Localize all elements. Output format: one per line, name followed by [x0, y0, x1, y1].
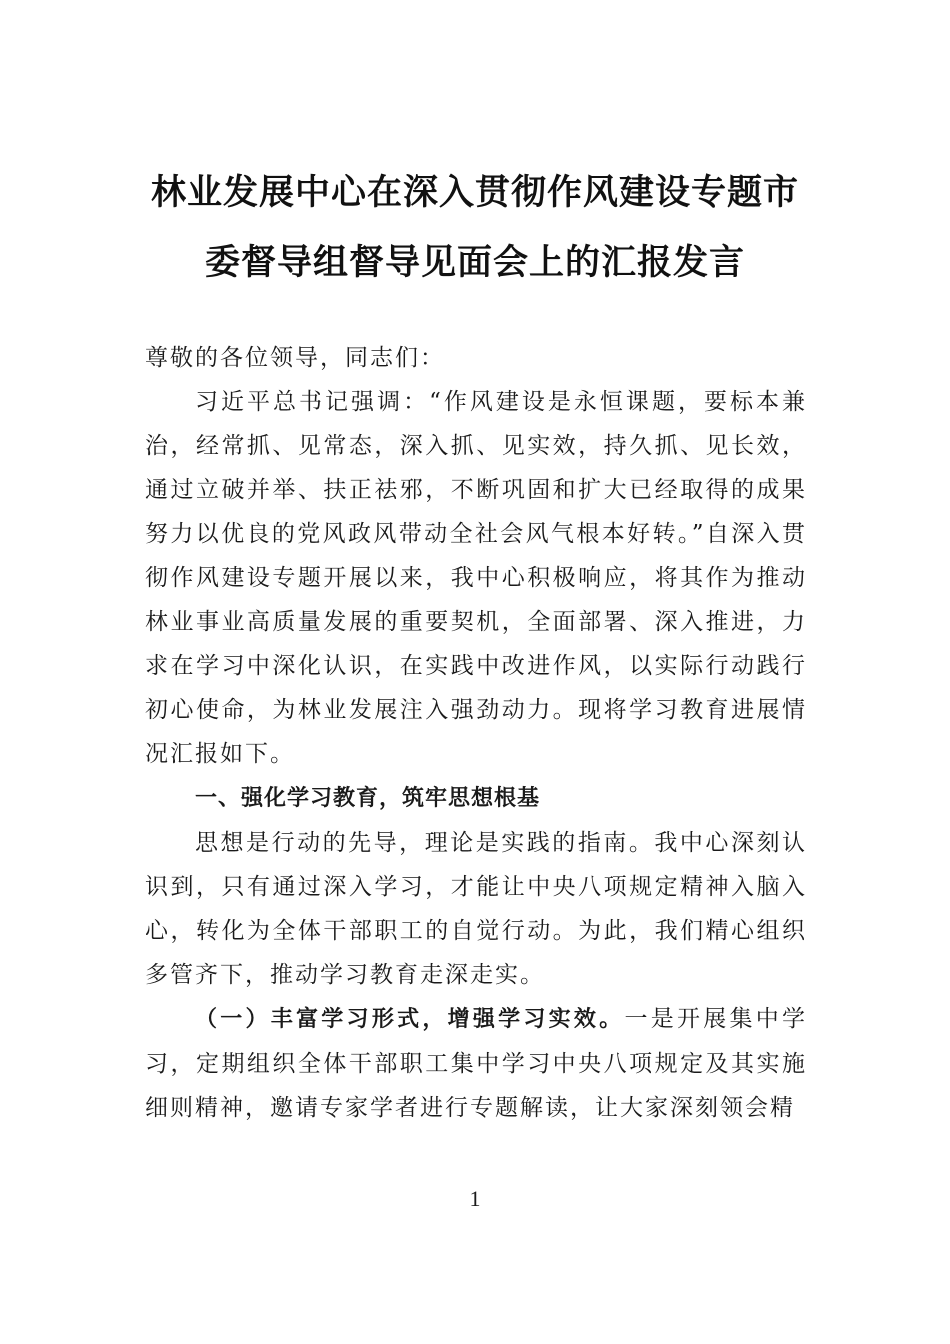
paragraph-intro: 习近平总书记强调：“作风建设是永恒课题，要标本兼治，经常抓、见常态，深入抓、见实效，持久抓、见长效，通过立破并举、扶正祛邪，不断巩固和扩大已经取得的成果努力以优良的党风政风带动全社会风气根本好转。”自深入贯彻作风建设专题开展以来，我中心积极响应，将其作为推动林业事业高质量发展的重要契机，全面部署、深入推进，力求在学习中深化认识，在实践中改进作风，以实际行动践行初心使命，为林业发展注入强劲动力。现将学习教育进展情况汇报如下。 — [145, 389, 807, 767]
subsection-text: 一是开展集中学习，定期组织全体干部职工集中学习中央八项规定及其实施细则精神，邀请专家学者进行专题解读，让大家深刻领会精 — [145, 1006, 807, 1121]
paragraph-section-1: 思想是行动的先导，理论是实践的指南。我中心深刻认识到，只有通过深入学习，才能让中央八项规定精神入脑入心，转化为全体干部职工的自觉行动。为此，我们精心组织多管齐下，推动学习教育走深走实。 — [145, 830, 807, 988]
subsection-heading: （一）丰富学习形式，增强学习实效。 — [195, 1007, 625, 1032]
salutation: 尊敬的各位领导，同志们： — [145, 345, 445, 371]
document-title-line-1: 林业发展中心在深入贯彻作风建设专题市 — [150, 172, 799, 213]
paragraph-subsection-1 — [145, 997, 807, 1130]
document-title-line-2: 委督导组督导见面会上的汇报发言 — [204, 242, 745, 283]
page-number: 1 — [469, 1186, 481, 1211]
section-heading-1: 一、强化学习教育，筑牢思想根基 — [195, 786, 541, 811]
